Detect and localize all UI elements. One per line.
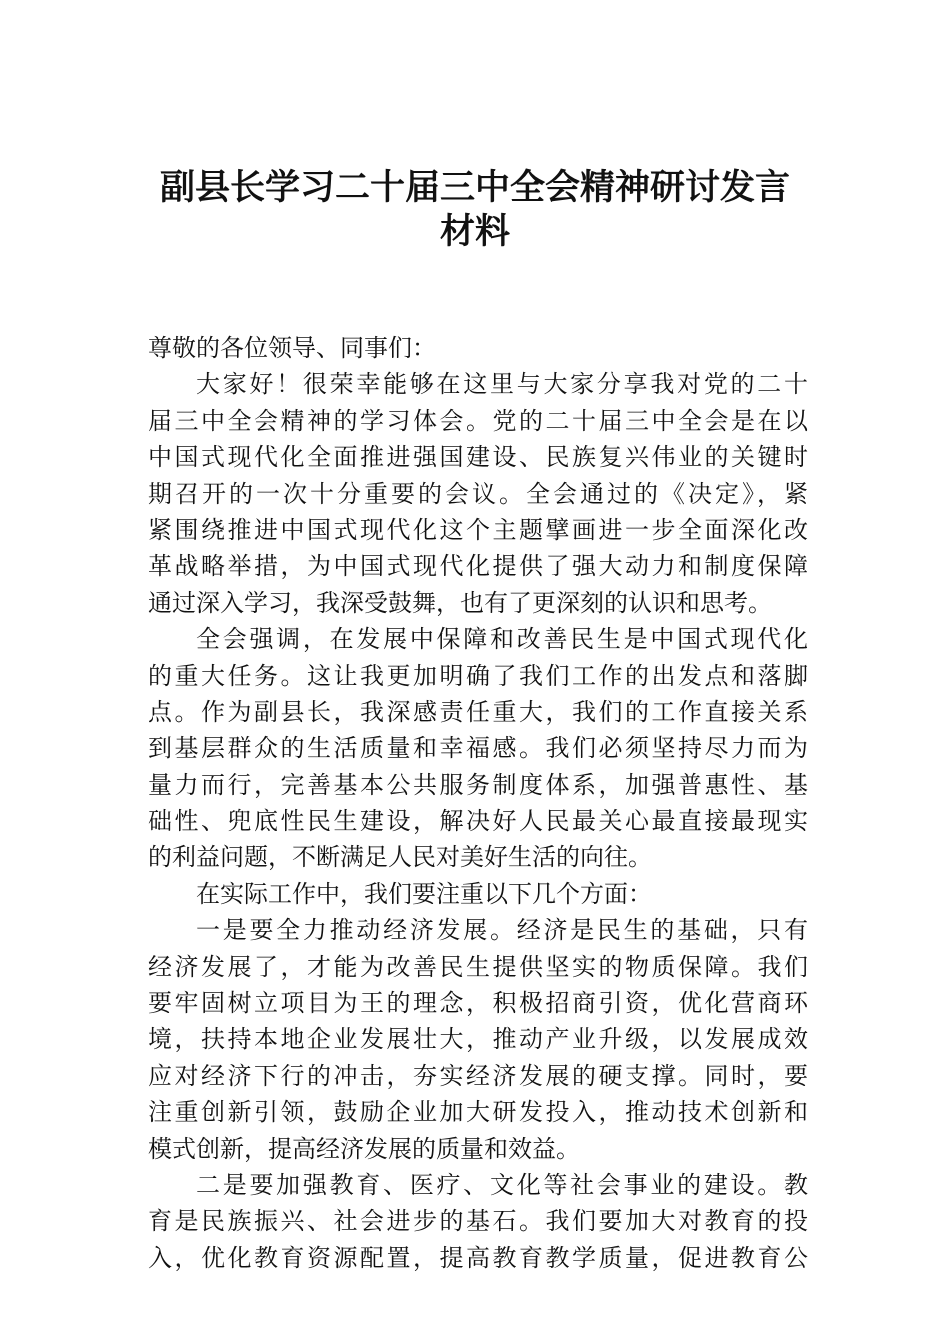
body-text-line: 紧围绕推进中国式现代化这个主题擘画进一步全面深化改 (148, 515, 808, 544)
body-text-line: 革战略举措，为中国式现代化提供了强大动力和制度保障 (148, 552, 808, 581)
document-body (148, 330, 808, 1276)
body-text-line: 模式创新，提高经济发展的质量和效益。 (148, 1134, 580, 1163)
body-text-line: 大家好！很荣幸能够在这里与大家分享我对党的二十 (196, 370, 808, 399)
body-text-line: 经济发展了，才能为改善民生提供坚实的物质保障。我们 (148, 952, 808, 981)
body-text-line: 二是要加强教育、医疗、文化等社会事业的建设。教 (196, 1170, 808, 1199)
body-text-line: 境，扶持本地企业发展壮大，推动产业升级，以发展成效 (148, 1025, 808, 1054)
body-text-line: 要牢固树立项目为王的理念，积极招商引资，优化营商环 (148, 989, 808, 1018)
body-text-line: 通过深入学习，我深受鼓舞，也有了更深刻的认识和思考。 (148, 588, 772, 617)
body-text-line: 全会强调，在发展中保障和改善民生是中国式现代化 (196, 625, 808, 654)
body-text-line: 的利益问题，不断满足人民对美好生活的向往。 (148, 843, 652, 872)
body-text-line: 应对经济下行的冲击，夯实经济发展的硬支撑。同时，要 (148, 1061, 808, 1090)
body-text-line: 期召开的一次十分重要的会议。全会通过的《决定》，紧 (148, 479, 808, 508)
document-title-line-2: 材料 (439, 211, 510, 252)
body-text-line: 育是民族振兴、社会进步的基石。我们要加大对教育的投 (148, 1207, 808, 1236)
body-text-line: 到基层群众的生活质量和幸福感。我们必须坚持尽力而为 (148, 734, 808, 763)
body-text-line: 中国式现代化全面推进强国建设、民族复兴伟业的关键时 (148, 443, 808, 472)
body-text-line: 入，优化教育资源配置，提高教育教学质量，促进教育公 (148, 1243, 808, 1272)
document-title-line-1: 副县长学习二十届三中全会精神研讨发言 (159, 167, 790, 208)
body-text-line: 届三中全会精神的学习体会。党的二十届三中全会是在以 (148, 406, 808, 435)
body-text-line: 点。作为副县长，我深感责任重大，我们的工作直接关系 (148, 697, 808, 726)
body-text-line: 尊敬的各位领导、同事们： (148, 334, 436, 362)
body-text-line: 一是要全力推动经济发展。经济是民生的基础，只有 (196, 916, 808, 945)
body-text-line: 础性、兜底性民生建设，解决好人民最关心最直接最现实 (148, 807, 808, 836)
body-text-line: 量力而行，完善基本公共服务制度体系，加强普惠性、基 (148, 770, 808, 799)
body-text-line: 在实际工作中，我们要注重以下几个方面： (196, 879, 652, 908)
body-text-line: 注重创新引领，鼓励企业加大研发投入，推动技术创新和 (148, 1098, 808, 1127)
body-text-line: 的重大任务。这让我更加明确了我们工作的出发点和落脚 (148, 661, 808, 690)
